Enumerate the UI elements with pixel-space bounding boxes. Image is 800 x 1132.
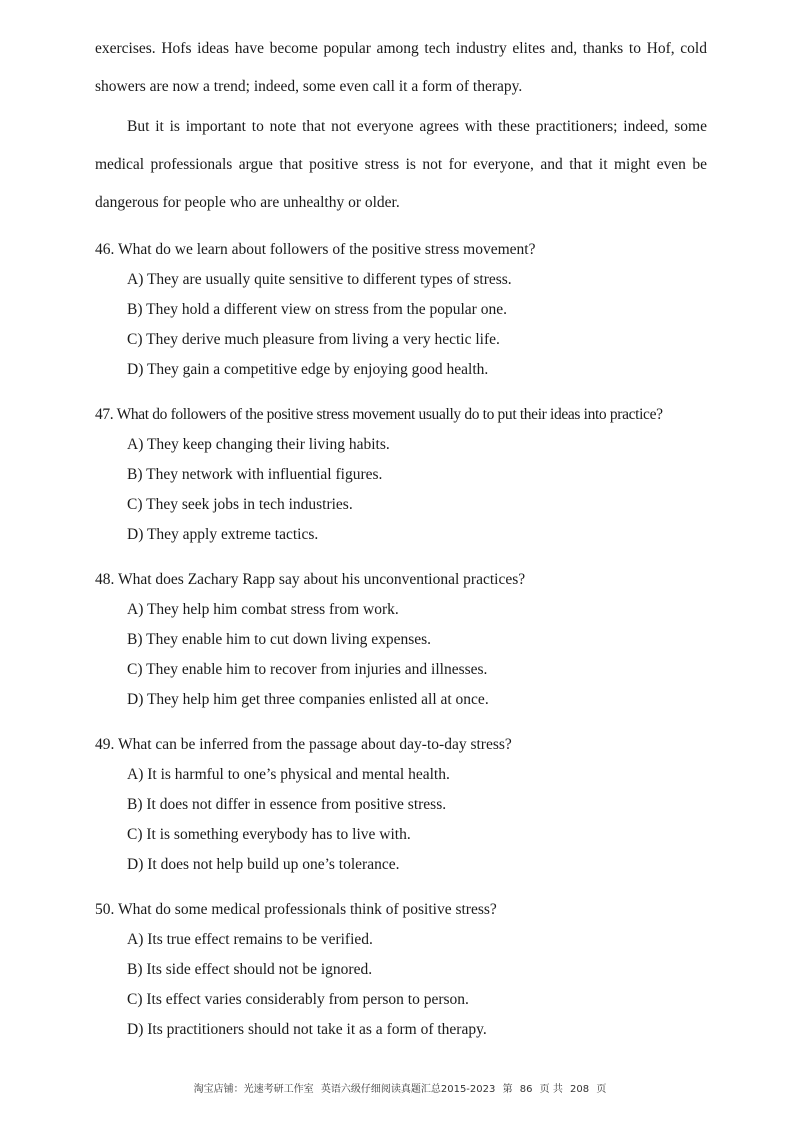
answer-option-a: A) Its true effect remains to be verified. xyxy=(127,931,373,948)
question-stem: 50. What do some medical professionals think of positive stress? xyxy=(95,901,497,918)
footer-page-label: 第 xyxy=(502,1084,513,1095)
question-47 xyxy=(95,400,715,550)
answer-option-b: B) They hold a different view on stress from the popular one. xyxy=(127,301,507,318)
answer-option-c: C) They derive much pleasure from living a very hectic life. xyxy=(127,331,500,348)
question-stem: 47. What do followers of the positive stress movement usually do to put their ideas into practice? xyxy=(95,406,663,423)
answer-options xyxy=(95,265,715,385)
answer-option-c: C) It is something everybody has to live with. xyxy=(127,826,411,843)
footer-page-label: 页 共 xyxy=(539,1084,563,1095)
answer-option-b: B) They network with influential figures. xyxy=(127,466,383,483)
footer-shop: 淘宝店铺：光速考研工作室 xyxy=(193,1084,314,1095)
question-48 xyxy=(95,565,715,715)
answer-option-a: A) They help him combat stress from work. xyxy=(127,601,399,618)
answer-option-a: A) They keep changing their living habits. xyxy=(127,436,390,453)
answer-option-a: A) It is harmful to one’s physical and mental health. xyxy=(127,766,450,783)
footer-collection-title: 英语六级仔细阅读真题汇总2015-2023 xyxy=(320,1084,496,1095)
answer-option-d: D) It does not help build up one’s tolerance. xyxy=(127,856,400,873)
question-stem: 48. What does Zachary Rapp say about his unconventional practices? xyxy=(95,571,526,588)
answer-options xyxy=(95,760,715,880)
answer-options xyxy=(95,925,715,1045)
passage-paragraph: exercises. Hofs ideas have become popular among tech industry elites and, thanks to Hof, cold showers are now a trend; indeed, some even call it a form of therapy. xyxy=(95,40,707,95)
question-50 xyxy=(95,895,715,1045)
answer-option-b: B) It does not differ in essence from positive stress. xyxy=(127,796,447,813)
answer-option-c: C) They seek jobs in tech industries. xyxy=(127,496,353,513)
question-stem: 49. What can be inferred from the passage about day-to-day stress? xyxy=(95,736,512,753)
answer-option-d: D) They help him get three companies enlisted all at once. xyxy=(127,691,489,708)
answer-option-b: B) They enable him to cut down living expenses. xyxy=(127,631,432,648)
answer-options xyxy=(95,430,715,550)
answer-option-b: B) Its side effect should not be ignored. xyxy=(127,961,373,978)
question-stem: 46. What do we learn about followers of the positive stress movement? xyxy=(95,241,536,258)
answer-option-d: D) Its practitioners should not take it as a form of therapy. xyxy=(127,1021,487,1038)
question-49 xyxy=(95,730,715,880)
question-46 xyxy=(95,235,715,385)
footer-page-total: 208 xyxy=(570,1084,590,1095)
answer-option-d: D) They apply extreme tactics. xyxy=(127,526,319,543)
passage-paragraph: But it is important to note that not everyone agrees with these practitioners; indeed, some medical professionals argue that positive stress is not for everyone, and that it might even be dangerous for people who are unhealthy or older. xyxy=(95,118,707,211)
answer-option-a: A) They are usually quite sensitive to different types of stress. xyxy=(127,271,512,288)
answer-option-c: C) Its effect varies considerably from person to person. xyxy=(127,991,469,1008)
answer-option-d: D) They gain a competitive edge by enjoying good health. xyxy=(127,361,489,378)
footer-page-label: 页 xyxy=(596,1084,607,1095)
answer-options xyxy=(95,595,715,715)
footer-page-number: 86 xyxy=(519,1084,533,1095)
answer-option-c: C) They enable him to recover from injuries and illnesses. xyxy=(127,661,488,678)
page-footer xyxy=(0,1080,800,1095)
